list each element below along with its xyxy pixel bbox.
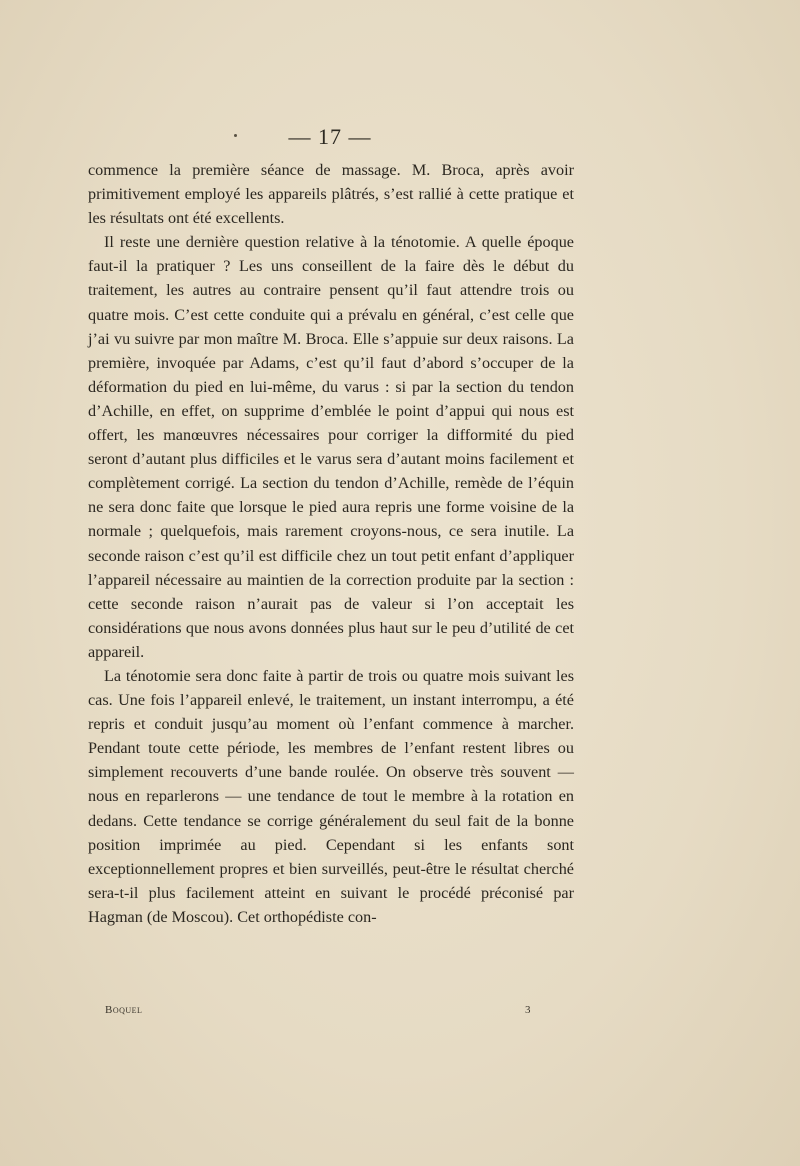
- signature-mark: Boquel: [105, 1004, 143, 1016]
- paragraph-1: commence la première séance de massage. M. Broca, après avoir primitivement employé les appareils plâtrés, s’est rallié à cette pratique et les résultats ont été excellents.: [88, 161, 574, 228]
- body-text: [88, 158, 574, 929]
- paragraph-2: Il reste une dernière question relative à la ténotomie. A quelle époque faut-il la pratiquer ? Les uns conseillent de la faire dès le début du traitement, les autres au contraire pensent qu’il faut attendre trois ou quatre mois. C’est cette conduite qui a prévalu en général, c’est celle que j’ai vu suivre par mon maître M. Broca. Elle s’appuie sur deux raisons. La première, invoquée par Adams, c’est qu’il faut d’abord s’occuper de la déformation du pied en lui-même, du varus : si par la section du tendon d’Achille, en effet, on supprime d’emblée le point d’appui qui nous est offert, les manœuvres nécessaires pour corriger la difformité du pied seront d’autant plus difficiles et le varus sera d’autant moins facilement et complètement corrigé. La section du tendon d’Achille, remède de l’équin ne sera donc faite que lorsque le pied aura repris une forme voisine de la normale ; quelquefois, mais rarement croyons-nous, ce sera inutile. La seconde raison c’est qu’il est difficile chez un tout petit enfant d’appliquer l’appareil nécessaire au maintien de la correction produite par la section : cette seconde raison n’aurait pas de valeur si l’on acceptait les considérations que nous avons données plus haut sur le peu d’utilité de cet appareil.: [88, 233, 574, 661]
- page-number-header: — 17 —: [288, 124, 372, 149]
- sheet-number: 3: [525, 1004, 531, 1016]
- paragraph-3: La ténotomie sera donc faite à partir de trois ou quatre mois suivant les cas. Une fois l’appareil enlevé, le traitement, un instant interrompu, a été repris et conduit jusqu’au moment où l’enfant commence à marcher. Pendant toute cette période, les membres de l’enfant restent libres ou simplement recouverts d’une bande roulée. On observe très souvent — nous en reparlerons — une tendance de tout le membre à la rotation en dedans. Cette tendance se corrige généralement du seul fait de la bonne position imprimée au pied. Cependant si les enfants sont exceptionnellement propres et bien surveillés, peut-être le résultat cherché sera-t-il plus facilement atteint en suivant le procédé préconisé par Hagman (de Moscou). Cet orthopédiste con-: [88, 666, 574, 926]
